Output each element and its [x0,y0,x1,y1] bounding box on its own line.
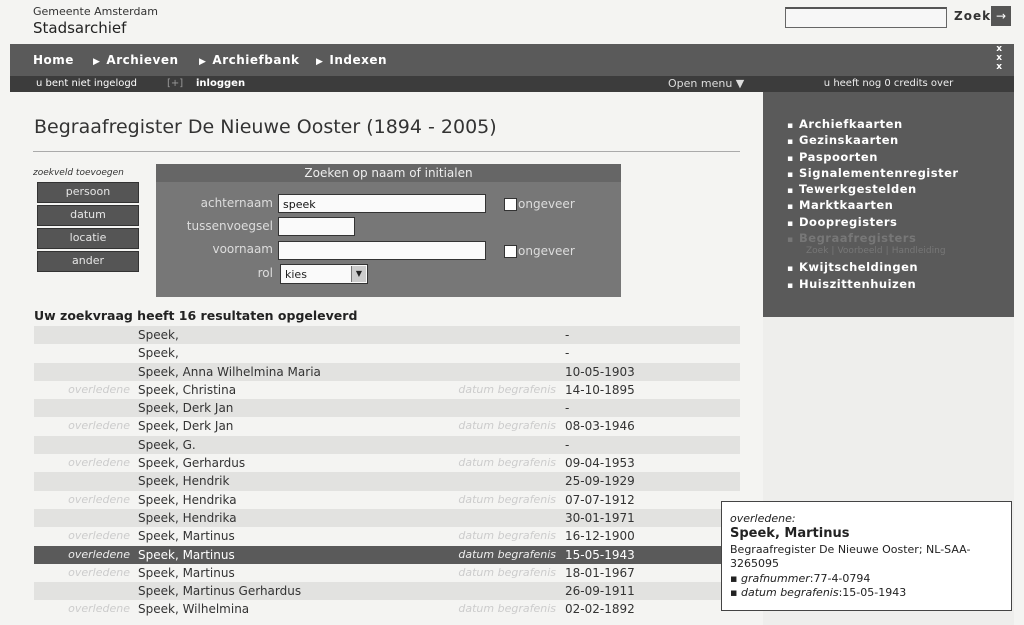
row-type: overledene [68,492,130,506]
results-heading: Uw zoekvraag heeft 16 resultaten opgeleverd [34,308,358,323]
tooltip-grafnummer [730,572,1003,586]
sidebar-item-label: Marktkaarten [799,198,894,213]
row-type: overledene [68,529,130,543]
achternaam-label: achternaam [200,196,273,210]
subitem-zoek[interactable]: Zoek [806,246,829,257]
result-row[interactable] [34,472,740,490]
brand[interactable] [33,5,158,37]
triangle-right-icon: ▶ [199,57,207,67]
achternaam-input[interactable]: speek [278,194,486,213]
row-name: Speek, Christina [138,382,237,397]
grafnummer-key: grafnummer [740,572,810,585]
bullet-icon: ▪ [787,169,794,180]
credits-status: u heeft nog 0 credits over [763,76,1014,92]
sub-bar [10,76,763,92]
record-tooltip [721,501,1012,611]
row-date: - [565,346,570,361]
nav-archiefbank[interactable] [199,53,299,67]
nav-home[interactable] [33,53,74,67]
result-row[interactable] [34,326,740,344]
row-name: Speek, Martinus [138,529,235,544]
result-row[interactable] [34,564,740,582]
row-name: Speek, Martinus Gerhardus [138,584,302,599]
brand-municipality: Gemeente Amsterdam [33,5,158,18]
bullet-icon: ▪ [787,121,794,131]
tooltip-type: overledene: [730,512,796,525]
results-list [34,326,740,619]
row-type: overledene [68,547,130,561]
close-icon[interactable]: x x x [996,44,1002,72]
nav-home-label: Home [33,53,74,67]
row-name: Speek, Derk Jan [138,419,234,434]
triangle-right-icon: ▶ [316,57,324,67]
sidebar-item-paspoorten[interactable] [787,149,959,165]
sidebar-item-marktkaarten[interactable] [787,197,959,213]
bullet-icon: ▪ [730,586,738,599]
brand-name: Stadsarchief [33,19,127,37]
sidebar-item-kwijtscheldingen[interactable] [787,259,959,275]
result-row-selected[interactable] [34,546,740,564]
nav-indexen[interactable] [316,53,387,67]
search-label: Zoek [954,9,992,23]
row-date: 15-05-1943 [565,547,635,562]
nav-archiefbank-label: Archiefbank [212,53,300,67]
result-row[interactable] [34,491,740,509]
add-field-label: zoekveld toevoegen [33,168,124,178]
row-name: Speek, Martinus [138,565,235,580]
divider [33,151,740,152]
subitem-handleiding[interactable]: Handleiding [891,246,946,257]
sidebar-item-label: Begraafregisters [799,231,917,246]
result-row[interactable] [34,582,740,600]
row-date: 16-12-1900 [565,529,635,544]
sidebar-item-huiszittenhuizen[interactable] [787,276,959,292]
row-name: Speek, [138,328,179,342]
add-datum-button[interactable]: datum [37,205,139,226]
row-name: Speek, Hendrik [138,474,230,489]
row-name: Speek, Wilhelmina [138,602,250,617]
row-date: 10-05-1903 [565,364,635,379]
tussenvoegsel-input[interactable] [278,217,355,236]
sidebar [763,76,1014,317]
login-link[interactable]: inloggen [196,78,246,89]
sidebar-subitems [787,246,959,259]
sidebar-item-gezinskaarten[interactable] [787,132,959,148]
nav-archieven[interactable] [93,53,179,67]
result-row[interactable] [34,344,740,362]
bullet-icon: ▪ [787,186,794,197]
voornaam-ongeveer-checkbox[interactable] [504,245,517,258]
row-date-label: datum begrafenis [458,419,556,433]
row-date: 14-10-1895 [565,382,635,397]
tussenvoegsel-label: tussenvoegsel [186,219,273,233]
row-name: Speek, Derk Jan [138,401,234,416]
row-type: overledene [68,565,130,579]
nav-archieven-label: Archieven [106,53,179,67]
row-date-label: datum begrafenis [458,456,556,470]
row-date-label: datum begrafenis [458,492,556,506]
sidebar-item-label: Paspoorten [799,149,878,164]
row-date: 02-02-1892 [565,602,635,617]
add-locatie-button[interactable]: locatie [37,228,139,249]
login-status: u bent niet ingelogd [36,78,138,89]
row-name: Speek, Gerhardus [138,456,246,471]
tooltip-details [730,572,1003,600]
sidebar-item-label: Gezinskaarten [799,133,899,148]
bullet-icon: ▪ [787,202,794,213]
voornaam-input[interactable] [278,241,486,260]
row-name: Speek, Hendrika [138,492,237,507]
nav-indexen-label: Indexen [329,53,388,67]
sidebar-item-label: Tewerkgestelden [799,182,917,197]
row-date: 08-03-1946 [565,419,635,434]
result-row[interactable] [34,527,740,545]
row-date: 26-09-1911 [565,584,635,599]
add-ander-button[interactable]: ander [37,251,139,272]
bullet-icon: ▪ [787,264,794,275]
arrow-right-icon: → [995,9,1007,23]
subitem-voorbeeld[interactable]: Voorbeeld [837,246,883,257]
search-input[interactable] [785,7,947,28]
tooltip-name: Speek, Martinus [730,526,850,541]
triangle-right-icon: ▶ [93,57,101,67]
tooltip-datum [730,586,1003,600]
row-date: - [565,437,570,452]
bullet-icon: ▪ [787,137,794,148]
sidebar-item-label: Kwijtscheldingen [799,260,919,275]
bullet-icon: ▪ [730,572,738,585]
sidebar-item-begraafregisters[interactable] [787,230,959,246]
result-row[interactable] [34,363,740,381]
login-icon: [+] [167,78,184,89]
result-row[interactable] [34,436,740,454]
sidebar-item-signalementenregister[interactable] [787,165,959,181]
chevron-down-icon: ▼ [351,266,366,282]
tooltip-register: Begraafregister De Nieuwe Ooster; NL-SAA-3265095 [730,543,971,570]
sidebar-item-archiefkaarten[interactable] [787,116,959,132]
voornaam-label: voornaam [212,242,273,256]
row-date: 30-01-1971 [565,510,635,525]
separator: | [885,246,889,257]
rol-select[interactable] [280,264,368,284]
ongeveer-label: ongeveer [518,197,575,211]
result-row[interactable] [34,454,740,472]
search-go-button[interactable] [991,6,1011,26]
bullet-icon: ▪ [787,235,794,246]
row-date-label: datum begrafenis [458,565,556,579]
row-date: 09-04-1953 [565,456,635,471]
result-row[interactable] [34,381,740,399]
row-date-label: datum begrafenis [458,382,556,396]
result-row[interactable] [34,417,740,435]
sidebar-item-label: Huiszittenhuizen [799,276,917,291]
row-name: Speek, Martinus [138,547,235,562]
result-row[interactable] [34,399,740,417]
add-persoon-button[interactable]: persoon [37,182,139,203]
row-name: Speek, Anna Wilhelmina Maria [138,364,321,379]
page-title: Begraafregister De Nieuwe Ooster (1894 - 2005) [34,116,497,138]
rol-label: rol [257,266,273,280]
row-name: Speek, [138,346,179,361]
bullet-icon: ▪ [787,218,794,229]
sidebar-list [787,116,959,292]
row-date: 07-07-1912 [565,492,635,507]
result-row[interactable] [34,509,740,527]
open-menu-button[interactable]: Open menu ▼ [668,77,745,90]
row-name: Speek, Hendrika [138,510,237,525]
bullet-icon: ▪ [787,153,794,164]
sidebar-item-label: Archiefkaarten [799,117,903,131]
sidebar-item-doopregisters[interactable] [787,214,959,230]
grafnummer-value: :77-4-0794 [809,572,871,585]
row-date-label: datum begrafenis [458,529,556,543]
achternaam-ongeveer-checkbox[interactable] [504,198,517,211]
row-date: 18-01-1967 [565,565,635,580]
row-name: Speek, G. [138,437,196,452]
bullet-icon: ▪ [787,280,794,291]
row-type: overledene [68,602,130,616]
ongeveer-label: ongeveer [518,244,575,258]
row-date-label: datum begrafenis [458,602,556,616]
main-nav [10,44,1014,76]
rol-select-value: kies [285,268,307,281]
row-type: overledene [68,456,130,470]
row-date: 25-09-1929 [565,474,635,489]
sidebar-item-tewerkgestelden[interactable] [787,181,959,197]
sidebar-item-label: Doopregisters [799,214,898,229]
row-date: - [565,401,570,416]
datum-key: datum begrafenis [740,586,839,599]
sidebar-item-label: Signalementenregister [799,165,959,180]
row-type: overledene [68,382,130,396]
row-type: overledene [68,419,130,433]
datum-value: :15-05-1943 [838,586,907,599]
separator: | [831,246,835,257]
form-title: Zoeken op naam of initialen [156,164,621,182]
row-date: - [565,328,570,342]
row-date-label: datum begrafenis [458,547,556,561]
result-row[interactable] [34,600,740,618]
